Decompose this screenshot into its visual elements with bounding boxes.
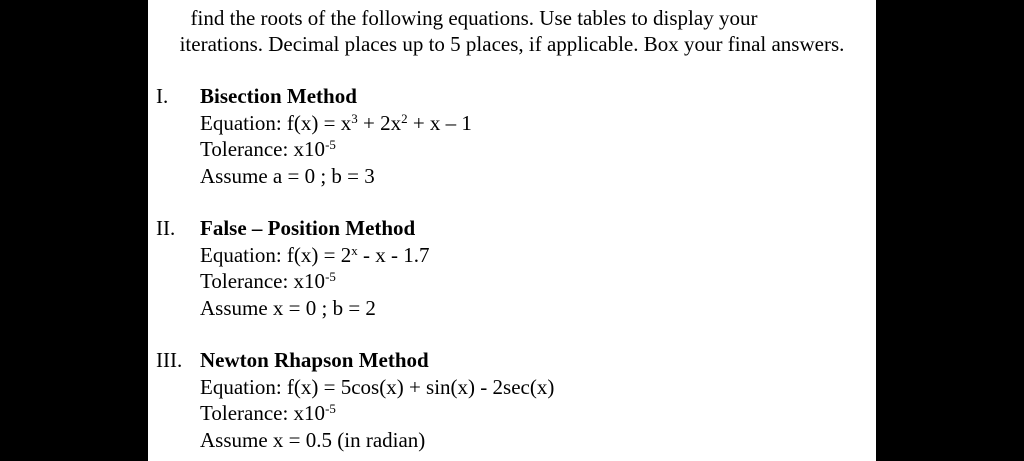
document-page [148,0,876,461]
section-numeral: III. [156,348,183,372]
equation-line: Equation: $f(x) = 2^x - x - 1.7$ [200,242,430,267]
section-numeral: II. [156,216,176,240]
tolerance-line: Tolerance: $x10^{-5}$ [200,401,336,425]
assume-line: Assume x = 0 ; b = 2 [200,295,376,320]
tolerance-line: Tolerance: $x10^{-5}$ [200,269,336,293]
assume-line: Assume x = 0.5 (in radian) [200,427,426,452]
equation-line: Equation: $f(x) = x^3 + 2x^2 + x - 1$ [200,110,472,135]
section-title: Newton Rhapson Method [200,348,429,372]
equation-line: Equation: f(x) = 5cos(x) + sin(x) - 2sec(x) [200,374,555,399]
assume-line: Assume a = 0 ; b = 3 [200,163,375,188]
section-numeral: I. [156,84,169,108]
tolerance-line: Tolerance: $x10^{-5}$ [200,137,336,161]
section-title: False – Position Method [200,216,416,240]
section-title: Bisection Method [200,84,357,108]
instructions-line-2: iterations. Decimal places up to 5 places, if applicable. Box your final answers. [179,32,845,56]
instructions-line-1: find the roots of the following equations. Use tables to display your [190,6,758,30]
instructions [148,5,876,57]
